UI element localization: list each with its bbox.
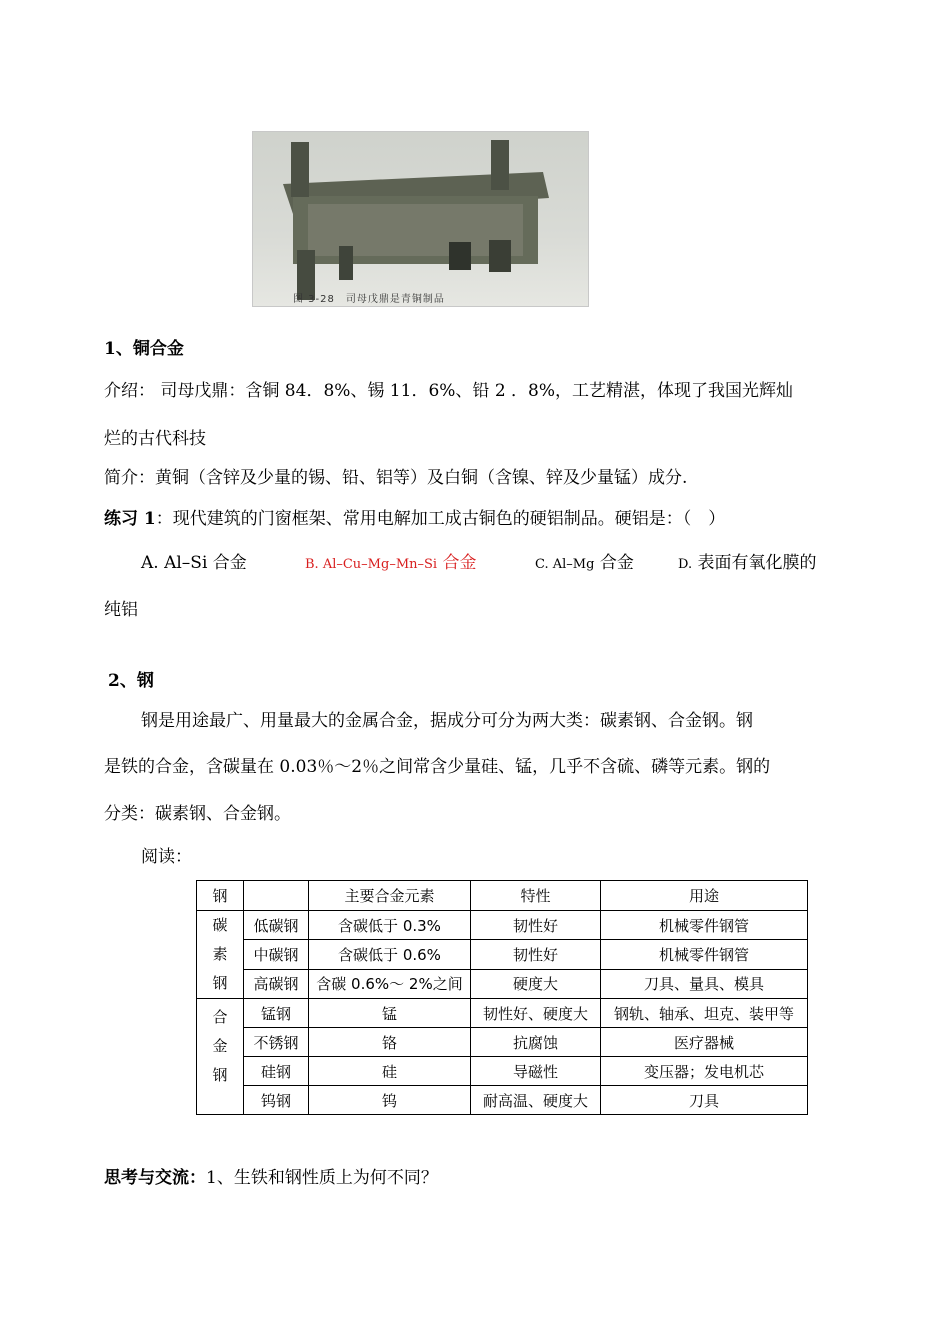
group-char: 金 xyxy=(212,1037,228,1055)
option-b-prefix: B. Al–Cu–Mg–Mn–Si xyxy=(305,557,438,572)
figure-caption: 图 3-28 司母戊鼎是青铜制品 xyxy=(293,294,445,305)
intro-line-2: 烂的古代科技 xyxy=(104,429,206,449)
property: 耐高温、硬度大 xyxy=(471,1086,601,1115)
alloy-element: 铬 xyxy=(309,1028,471,1057)
option-a xyxy=(141,548,247,573)
alloy-element: 含碳低于 0.6% xyxy=(309,940,471,969)
table-row xyxy=(197,1057,808,1086)
table-header-row xyxy=(197,881,808,911)
table-row xyxy=(197,911,808,940)
table-row xyxy=(197,999,808,1028)
intro-line-1: 介绍： 司母戊鼎：含铜 84．8%、锡 11．6%、铅 2 ．8%，工艺精湛，体现了我国光辉灿 xyxy=(104,381,794,401)
option-b-suffix: 合金 xyxy=(437,553,477,573)
usage: 医疗器械 xyxy=(601,1028,808,1057)
property: 韧性好 xyxy=(471,940,601,969)
think-label: 思考与交流： xyxy=(104,1168,206,1188)
header-cell: 特性 xyxy=(471,881,601,911)
header-cell: 主要合金元素 xyxy=(309,881,471,911)
bronze-ding-photo xyxy=(252,131,589,307)
table-row xyxy=(197,1086,808,1115)
usage: 变压器；发电机芯 xyxy=(601,1057,808,1086)
alloy-element: 钨 xyxy=(309,1086,471,1115)
steel-table xyxy=(196,880,808,1115)
option-d-wrap: 纯铝 xyxy=(104,600,138,620)
carbon-steel-group xyxy=(197,911,244,999)
usage: 机械零件钢管 xyxy=(601,940,808,969)
brief-line: 简介：黄铜（含锌及少量的锡、铅、铝等）及白铜（含镍、锌及少量锰）成分. xyxy=(104,468,688,488)
group-char: 碳 xyxy=(212,916,228,934)
exercise-text: ：现代建筑的门窗框架、常用电解加工成古铜色的硬铝制品。硬铝是：（ ） xyxy=(155,509,726,529)
steel-name: 硅钢 xyxy=(244,1057,309,1086)
option-d xyxy=(678,548,817,573)
group-char: 钢 xyxy=(212,1066,228,1084)
option-c xyxy=(535,548,634,573)
think-line xyxy=(104,1163,438,1188)
header-cell xyxy=(244,881,309,911)
property: 导磁性 xyxy=(471,1057,601,1086)
steel-para-line-3: 分类：碳素钢、合金钢。 xyxy=(104,804,291,824)
usage: 钢轨、轴承、坦克、装甲等 xyxy=(601,999,808,1028)
exercise-label: 练习 1 xyxy=(104,509,156,529)
usage: 刀具 xyxy=(601,1086,808,1115)
steel-name: 锰钢 xyxy=(244,999,309,1028)
exercise-line xyxy=(104,504,725,529)
alloy-element: 硅 xyxy=(309,1057,471,1086)
steel-para-line-1: 钢是用途最广、用量最大的金属合金，据成分可分为两大类：碳素钢、合金钢。钢 xyxy=(141,711,753,731)
property: 韧性好、硬度大 xyxy=(471,999,601,1028)
steel-name: 中碳钢 xyxy=(244,940,309,969)
alloy-element: 锰 xyxy=(309,999,471,1028)
table-row xyxy=(197,1028,808,1057)
alloy-element: 含碳低于 0.3% xyxy=(309,911,471,940)
steel-para-line-2: 是铁的合金，含碳量在 0.03％～2％之间常含少量硅、锰，几乎不含硫、磷等元素。钢的 xyxy=(104,757,771,777)
option-c-suffix: 合金 xyxy=(594,553,634,573)
alloy-element: 含碳 0.6%～ 2%之间 xyxy=(309,969,471,998)
option-d-prefix: D. xyxy=(678,557,693,572)
header-cell: 钢 xyxy=(197,881,244,911)
header-cell: 用途 xyxy=(601,881,808,911)
steel-name: 低碳钢 xyxy=(244,911,309,940)
usage: 机械零件钢管 xyxy=(601,911,808,940)
option-a-prefix: A. Al–Si xyxy=(141,553,208,573)
option-c-prefix: C. Al–Mg xyxy=(535,557,595,572)
steel-name: 钨钢 xyxy=(244,1086,309,1115)
section1-heading: 1、铜合金 xyxy=(104,339,184,359)
group-char: 钢 xyxy=(212,974,228,992)
alloy-steel-group xyxy=(197,999,244,1115)
option-a-suffix: 合金 xyxy=(207,553,247,573)
ding-illustration xyxy=(253,132,590,308)
group-char: 合 xyxy=(212,1008,228,1026)
steel-name: 不锈钢 xyxy=(244,1028,309,1057)
option-d-suffix: 表面有氧化膜的 xyxy=(692,553,817,573)
option-b xyxy=(305,548,476,573)
steel-name: 高碳钢 xyxy=(244,969,309,998)
think-text: 1、生铁和钢性质上为何不同？ xyxy=(206,1168,438,1188)
property: 硬度大 xyxy=(471,969,601,998)
table-row xyxy=(197,940,808,969)
section2-heading: 2、钢 xyxy=(108,671,154,691)
usage: 刀具、量具、模具 xyxy=(601,969,808,998)
group-char: 素 xyxy=(212,945,228,963)
reading-label: 阅读： xyxy=(141,847,192,867)
property: 韧性好 xyxy=(471,911,601,940)
table-row xyxy=(197,969,808,998)
property: 抗腐蚀 xyxy=(471,1028,601,1057)
